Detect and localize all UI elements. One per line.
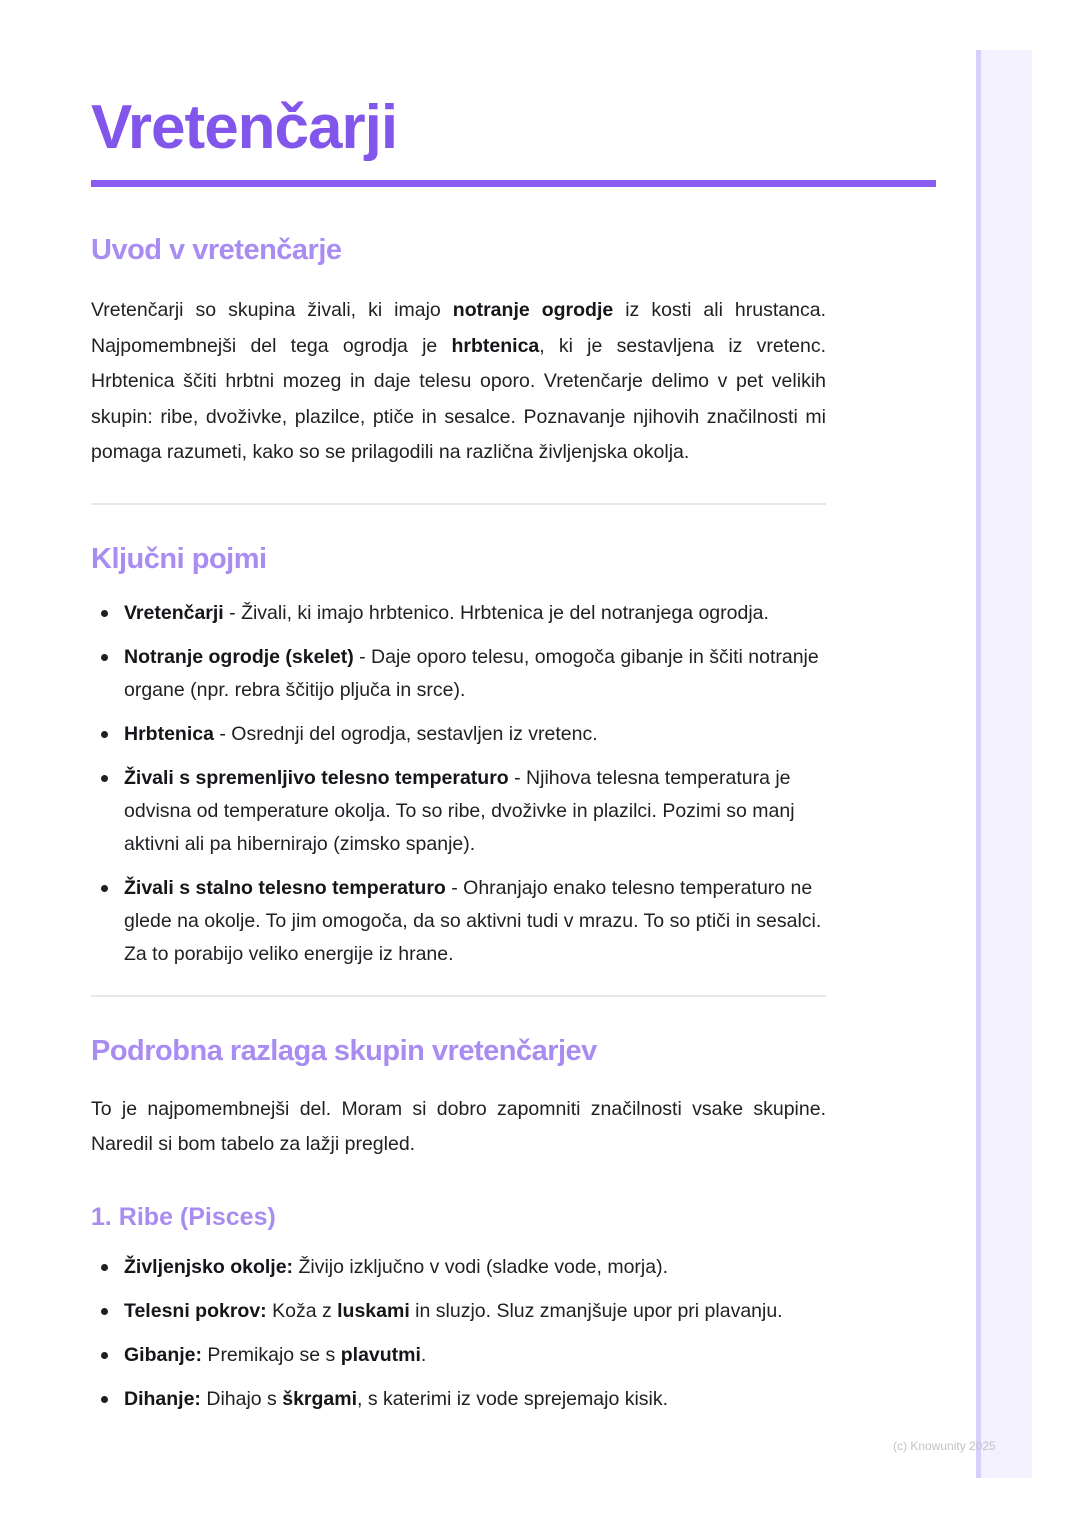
key-terms-heading: Ključni pojmi <box>91 542 267 575</box>
bullet-icon <box>101 1308 108 1315</box>
bullet-icon <box>101 885 108 892</box>
section-divider <box>91 995 826 997</box>
intro-heading: Uvod v vretenčarje <box>91 234 342 266</box>
intro-section <box>91 230 826 471</box>
groups-heading: Podrobna razlaga skupin vretenčarjev <box>91 1034 597 1067</box>
term-label: Vretenčarji <box>124 601 224 624</box>
intro-text-3: , ki je sestavljena iz vretenc. Hrbtenica ščiti hrbtni mozeg in daje telesu oporo. Vretenčarje delimo v pet velikih skupin: ribe, dvoživke, plazilce, ptiče in sesalce. Poznavanje njihovih značilnosti mi pomaga razumeti, kako so se prilagodili na različna življenjska okolja. <box>91 334 826 463</box>
item-label: Življenjsko okolje: <box>124 1255 294 1278</box>
term-label: Notranje ogrodje (skelet) <box>124 645 354 668</box>
side-panel <box>976 50 1032 1478</box>
key-terms-list <box>91 597 826 971</box>
term-definition: - Ohranjajo enako telesno temperaturo ne glede na okolje. To jim omogoča, da so aktivni tudi v mrazu. To so ptiči in sesalci. Za to porabijo veliko energije iz hrane. <box>124 876 822 965</box>
term-label: Živali s stalno telesno temperaturo <box>124 876 446 899</box>
list-item <box>91 641 826 707</box>
term-label: Živali s spremenljivo telesno temperaturo <box>124 766 509 789</box>
bullet-icon <box>101 610 108 617</box>
item-bold: plavutmi <box>340 1343 421 1366</box>
list-item <box>91 762 826 861</box>
term-definition: - Daje oporo telesu, omogoča gibanje in ščiti notranje organe (npr. rebra ščitijo pljuča in srce). <box>124 645 819 701</box>
term-definition: - Osrednji del ogrodja, sestavljen iz vretenc. <box>213 722 598 745</box>
intro-bold-1: notranje ogrodje <box>452 299 614 321</box>
document-body <box>91 230 826 1427</box>
item-text: Premikajo se s <box>202 1343 341 1366</box>
list-item <box>91 1251 826 1284</box>
list-item <box>91 1339 826 1372</box>
item-label: Dihanje: <box>124 1387 201 1410</box>
bullet-icon <box>101 775 108 782</box>
fish-heading: 1. Ribe (Pisces) <box>91 1202 276 1231</box>
item-bold: škrgami <box>282 1387 358 1410</box>
list-item <box>91 718 826 751</box>
groups-section <box>91 1031 826 1416</box>
term-definition: - Živali, ki imajo hrbtenico. Hrbtenica je del notranjega ogrodja. <box>223 601 769 624</box>
bullet-icon <box>101 1396 108 1403</box>
item-text: Koža z <box>266 1299 338 1322</box>
intro-bold-2: hrbtenica <box>451 334 540 357</box>
list-item <box>91 872 826 971</box>
bullet-icon <box>101 1352 108 1359</box>
intro-text-2: iz kosti ali hrustanca. Najpomembnejši del tega ogrodja je <box>91 299 826 357</box>
title-underline <box>91 180 936 187</box>
item-text: , s katerimi iz vode sprejemajo kisik. <box>357 1387 669 1410</box>
key-terms-section <box>91 539 826 971</box>
bullet-icon <box>101 1264 108 1271</box>
item-label: Gibanje: <box>124 1343 203 1366</box>
bullet-icon <box>101 731 108 738</box>
groups-intro: To je najpomembnejši del. Moram si dobro zapomniti značilnosti vsake skupine. Naredil si bom tabelo za lažji pregled. <box>91 1097 826 1155</box>
term-definition: - Njihova telesna temperatura je odvisna od temperature okolja. To so ribe, dvoživke in plazilci. Pozimi so manj aktivni ali pa hibernirajo (zimsko spanje). <box>124 766 795 855</box>
page-title: Vretenčarji <box>91 93 398 162</box>
item-text: Živijo izključno v vodi (sladke vode, morja). <box>293 1255 669 1278</box>
section-divider <box>91 503 826 505</box>
item-text: Dihajo s <box>200 1387 283 1410</box>
intro-text-1: Vretenčarji so skupina živali, ki imajo <box>91 299 453 321</box>
list-item <box>91 1383 826 1416</box>
copyright-footer: (c) Knowunity 2025 <box>893 1439 996 1453</box>
bullet-icon <box>101 654 108 661</box>
item-bold: luskami <box>337 1299 410 1322</box>
intro-paragraph <box>91 293 826 471</box>
item-text: . <box>420 1343 427 1366</box>
item-text: in sluzjo. Sluz zmanjšuje upor pri plavanju. <box>409 1299 783 1322</box>
item-label: Telesni pokrov: <box>124 1299 267 1322</box>
list-item <box>91 1295 826 1328</box>
fish-list <box>91 1251 826 1416</box>
term-label: Hrbtenica <box>124 722 214 745</box>
list-item <box>91 597 826 630</box>
